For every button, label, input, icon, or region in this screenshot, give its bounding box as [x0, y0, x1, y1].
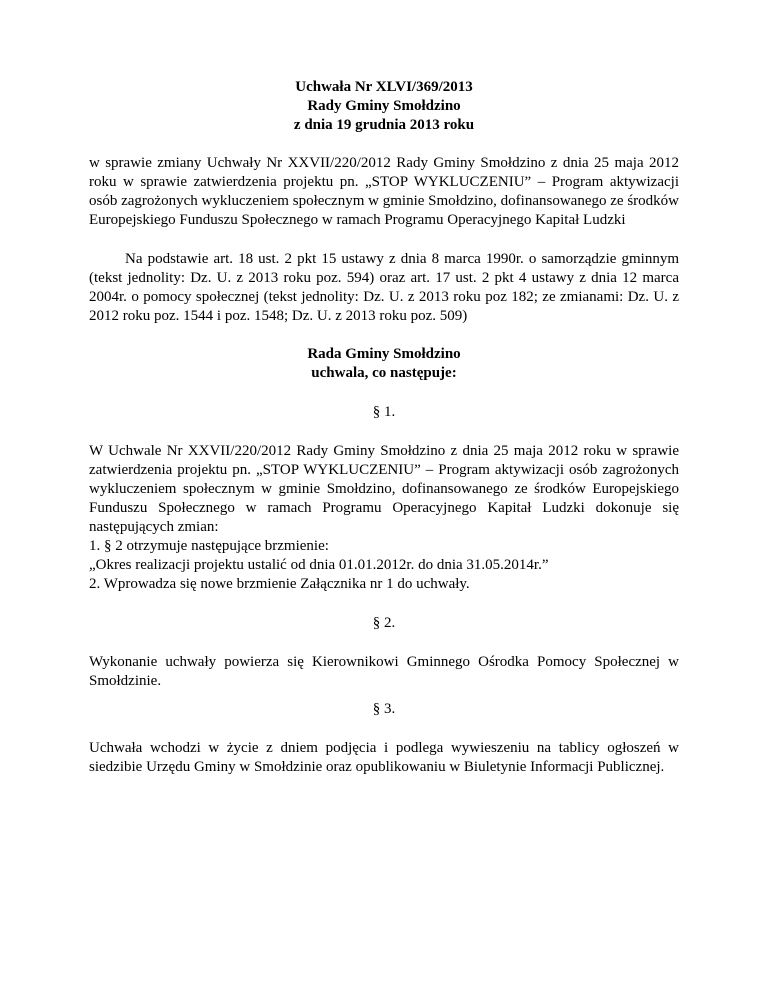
section-1-body	[89, 442, 679, 594]
legal-basis: Na podstawie art. 18 ust. 2 pkt 15 ustawy z dnia 8 marca 1990r. o samorządzie gminnym (tekst jednolity: Dz. U. z 2013 roku poz. 594) oraz art. 17 ust. 2 pkt 4 ustawy z dnia 12 marca 2004r. o pomocy społecznej (tekst jednolity: Dz. U. z 2013 roku poz 182; ze zmianami: Dz. U. z 2012 roku poz. 1544 i poz. 1548; Dz. U. z 2013 roku poz. 509)	[89, 251, 679, 324]
council-name: Rada Gminy Smołdzino	[307, 346, 461, 362]
section-1-item-quote: „Okres realizacji projektu ustalić od dnia 01.01.2012r. do dnia 31.05.2014r.”	[89, 557, 549, 573]
section-1-text: W Uchwale Nr XXVII/220/2012 Rady Gminy Smołdzino z dnia 25 maja 2012 roku w sprawie zatwierdzenia projektu pn. „STOP WYKLUCZENIU” – Program aktywizacji osób zagrożonych wykluczeniem społecznym w gminie Smołdzino, dofinansowanego ze środków Europejskiego Funduszu Społecznego w ramach Programu Operacyjnego Kapitał Ludzki dokonuje się następujących zmian:	[89, 443, 679, 535]
section-3-text: Uchwała wchodzi w życie z dniem podjęcia i podlega wywieszeniu na tablicy ogłoszeń w siedzibie Urzędu Gminy w Smołdzinie oraz opublikowaniu w Biuletynie Informacji Publicznej.	[89, 740, 679, 775]
resolution-title	[89, 78, 679, 135]
council-resolves: uchwala, co następuje:	[311, 365, 457, 381]
title-line-date: z dnia 19 grudnia 2013 roku	[293, 117, 475, 133]
title-line-council: Rady Gminy Smołdzino	[307, 98, 461, 114]
section-2-mark: § 2.	[372, 615, 396, 631]
section-2-text: Wykonanie uchwały powierza się Kierownikowi Gminnego Ośrodka Pomocy Społecznej w Smołdzinie.	[89, 654, 679, 689]
document-content	[89, 78, 679, 777]
section-1-item-1: 1. § 2 otrzymuje następujące brzmienie:	[89, 538, 329, 554]
section-1-mark: § 1.	[372, 404, 396, 420]
section-1-item-2: 2. Wprowadza się nowe brzmienie Załącznika nr 1 do uchwały.	[89, 576, 470, 592]
resolution-subject: w sprawie zmiany Uchwały Nr XXVII/220/2012 Rady Gminy Smołdzino z dnia 25 maja 2012 roku w sprawie zatwierdzenia projektu pn. „STOP WYKLUCZENIU” – Program aktywizacji osób zagrożonych wykluczeniem społecznym w gminie Smołdzino, dofinansowanego ze środków Europejskiego Funduszu Społecznego w ramach Programu Operacyjnego Kapitał Ludzki	[89, 155, 679, 228]
section-3-mark: § 3.	[372, 701, 396, 717]
title-line-number: Uchwała Nr XLVI/369/2013	[295, 79, 473, 95]
council-decision-heading	[89, 345, 679, 383]
